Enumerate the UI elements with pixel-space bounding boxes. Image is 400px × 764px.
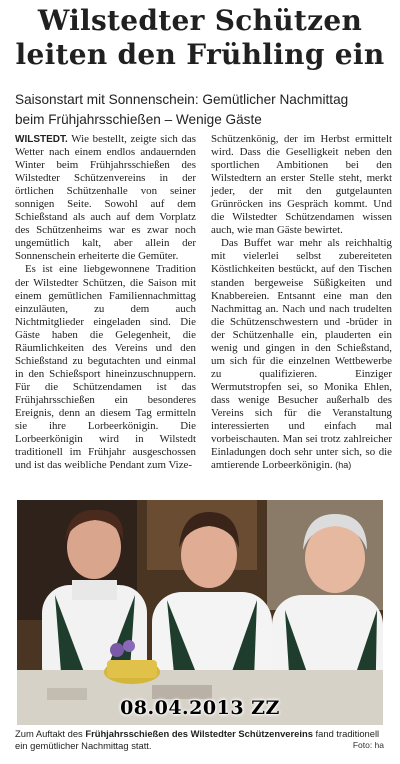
paragraph-1-text: Wie bestellt, zeigte sich das Wetter nach einem endlos andauernden Winter beim Frühjahrsschießen des Wilstedter Schützenvereins in der örtlichen Schützenhalle von seiner sonnigen Seite. Sowohl auf dem Schießstand als auch auf dem Vorplatz des Schützenheims war es zwar noch ungemütlich kalt, aber allein der Sonnenschein erheiterte die Gemüter. (15, 133, 196, 263)
photo-credit: Foto: ha (352, 740, 384, 750)
date-stamp: 08.04.2013 ZZ (120, 697, 280, 719)
paragraph-1 (15, 133, 196, 263)
caption-bold: Frühjahrsschießen des Wilstedter Schützenvereins (85, 728, 313, 739)
article-photo (17, 500, 383, 725)
caption-suffix: fand traditionell ein gemütlicher Nachmittag statt. (15, 728, 380, 751)
paragraph-3: Schützenkönig, der im Herbst ermittelt wird. Dass die Geselligkeit neben den sportlichen Ambitionen bei den Wilstedtern an erster Stelle steht, merkt jeder, der mit den gutgelaunten Grünröcken ins Gespräch kommt. Und die Wilstedter Schützendamen wissen auch, wie man Gäste bewirtet. (211, 133, 392, 237)
photo-scene (17, 500, 383, 725)
headline-line-1: Wilstedter Schützen (37, 4, 363, 37)
article-column-right (211, 133, 392, 472)
headline-line-2: leiten den Frühling ein (15, 38, 385, 71)
article-column-left (15, 133, 196, 472)
subheadline-line-2: beim Frühjahrsschießen – Wenige Gäste (15, 112, 262, 127)
subheadline (15, 90, 395, 130)
author-signature: (ha) (335, 460, 352, 471)
paragraph-2: Es ist eine liebgewonnene Tradition der Wilstedter Schützen, die Saison mit einem gemütlichen Familiennachmittag einzuläuten, zu dem auch Nichtmitglieder eingeladen sind. Die Gäste haben die Gelegenheit, die Räumlichkeiten des Vereins und den Schießstand zu begutachten und einmal in den Schießsport hineinzuschnuppern. Für die Schützendamen ist das Frühjahrsschießen ein besonderes Ereignis, denn an diesem Tag ermitteln sie ihre Lorbeerkönigin. Die Lorbeerkönigin wird in Wilstedt traditionell im Frühjahr ausgeschossen und ist das weibliche Pendant zum Vize- (15, 263, 196, 472)
paragraph-4 (211, 237, 392, 472)
caption-prefix: Zum Auftakt des (15, 728, 86, 739)
dateline: WILSTEDT. (15, 134, 68, 145)
paragraph-4-text: Das Buffet war mehr als reichhaltig mit vielerlei selbst zubereiteten Köstlichkeiten bestückt, auf den Tischen standen bergeweise Süßigkeiten und Knabbereien. Entsannt eine man den Nachmittag an. Nach und nach trudelten die Schützenschwestern und -brüder in der Schützenhalle ein, plauderten ein wenig und gingen in den Schießstand, um sich für die einzelnen Wettbewerbe zu qualifizieren. Einziger Wermutstropfen sei, so Monika Ehlen, dass wenige Besucher außerhalb des Vereins sich für die Veranstaltung interessierten und einfach mal vorbeischauten. Man sei trotz zahlreicher Einladungen doch sehr unter sich, so die amtierende Lorbeerkönigin. (211, 237, 392, 472)
headline (6, 4, 394, 72)
subheadline-line-1: Saisonstart mit Sonnenschein: Gemütlicher Nachmittag (15, 92, 349, 107)
photo-caption (15, 728, 385, 752)
